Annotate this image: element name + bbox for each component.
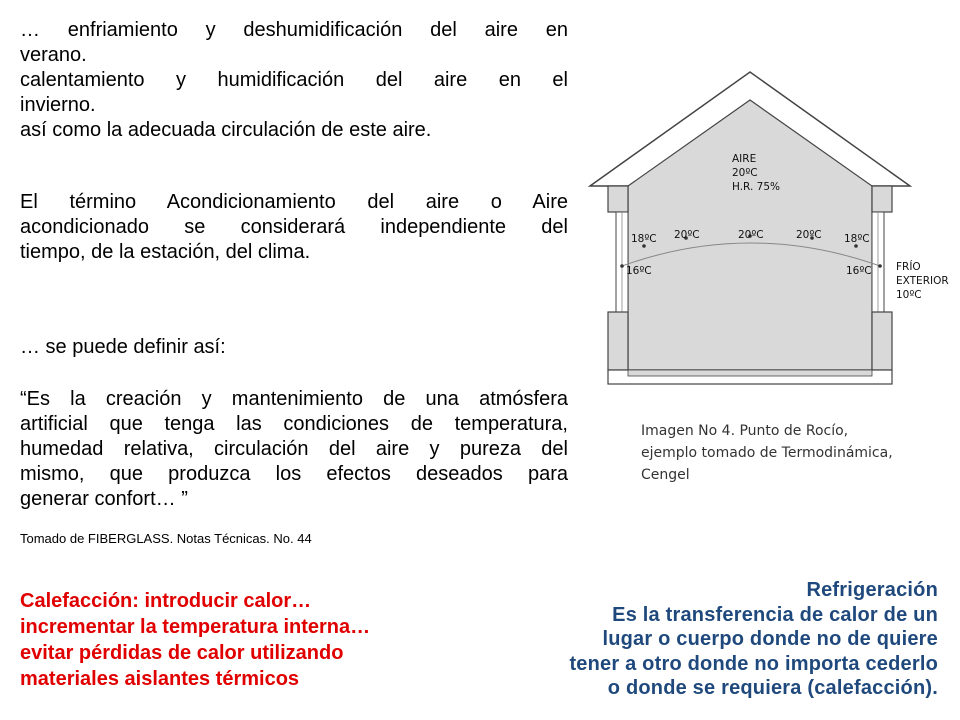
left-wall-lower: [608, 312, 628, 370]
text-line: mismo, que produzca los efectos deseados para: [20, 463, 568, 485]
air-temp-label: 20ºC: [732, 167, 758, 179]
text-line: acondicionado se considerará independiente del: [20, 216, 568, 238]
caption-line: ejemplo tomado de Termodinámica,: [641, 445, 893, 461]
text-line: así como la adecuada circulación de este aire.: [20, 119, 432, 141]
temp-label: 18ºC: [844, 233, 870, 245]
caption-line: Imagen No 4. Punto de Rocío,: [641, 423, 849, 439]
text-line: calentamiento y humidificación del aire en el: [20, 69, 568, 91]
text-line: … enfriamiento y deshumidificación del aire en: [20, 19, 568, 41]
definition-paragraph: [20, 190, 568, 265]
temp-label: 18ºC: [631, 233, 657, 245]
house-diagram: [590, 70, 949, 390]
intro-paragraph: [20, 18, 568, 143]
air-humidity-label: H.R. 75%: [732, 181, 780, 193]
text-line: tiempo, de la estación, del clima.: [20, 241, 311, 263]
outside-temp-label: 10ºC: [896, 289, 922, 301]
heating-text: [20, 588, 460, 692]
right-wall-upper: [872, 186, 892, 212]
measure-point: [878, 264, 882, 268]
temp-label: 16ºC: [846, 265, 872, 277]
figure-caption: [641, 420, 931, 486]
outside-label: EXTERIOR: [896, 275, 949, 287]
air-label: AIRE: [732, 153, 757, 165]
text-line: Es la transferencia de calor de un: [612, 603, 938, 626]
source-citation: Tomado de FIBERGLASS. Notas Técnicas. No. 44: [20, 531, 312, 546]
text-line: “Es la creación y mantenimiento de una atmósfera: [20, 388, 568, 410]
define-lead: … se puede definir así:: [20, 336, 226, 358]
refrigeration-title: Refrigeración: [806, 579, 938, 601]
text-line: generar confort… ”: [20, 488, 188, 510]
text-line: humedad relativa, circulación del aire y pureza del: [20, 438, 568, 460]
text-line: tener a otro donde no importa cederlo: [569, 652, 938, 675]
measure-point: [620, 264, 624, 268]
quote-paragraph: [20, 387, 568, 512]
text-line: lugar o cuerpo donde no de quiere: [602, 628, 938, 650]
temp-label: 20ºC: [738, 229, 764, 241]
refrigeration-text: [478, 578, 938, 701]
text-line: invierno.: [20, 94, 96, 116]
outside-label: FRÍO: [896, 261, 921, 273]
text-line: incrementar la temperatura interna…: [20, 616, 371, 638]
caption-line: Cengel: [641, 467, 690, 483]
text-line: verano.: [20, 44, 87, 66]
text-line: evitar pérdidas de calor utilizando: [20, 642, 344, 664]
temp-label: 20ºC: [796, 229, 822, 241]
text-line: materiales aislantes térmicos: [20, 668, 300, 690]
text-line: artificial que tenga las condiciones de temperatura,: [20, 413, 568, 435]
left-wall-upper: [608, 186, 628, 212]
text-line: Calefacción: introducir calor…: [20, 590, 312, 612]
temp-label: 20ºC: [674, 229, 700, 241]
text-line: o donde se requiera (calefacción).: [607, 677, 938, 699]
right-wall-lower: [872, 312, 892, 370]
text-line: El término Acondicionamiento del aire o Aire: [20, 191, 568, 213]
temp-label: 16ºC: [626, 265, 652, 277]
